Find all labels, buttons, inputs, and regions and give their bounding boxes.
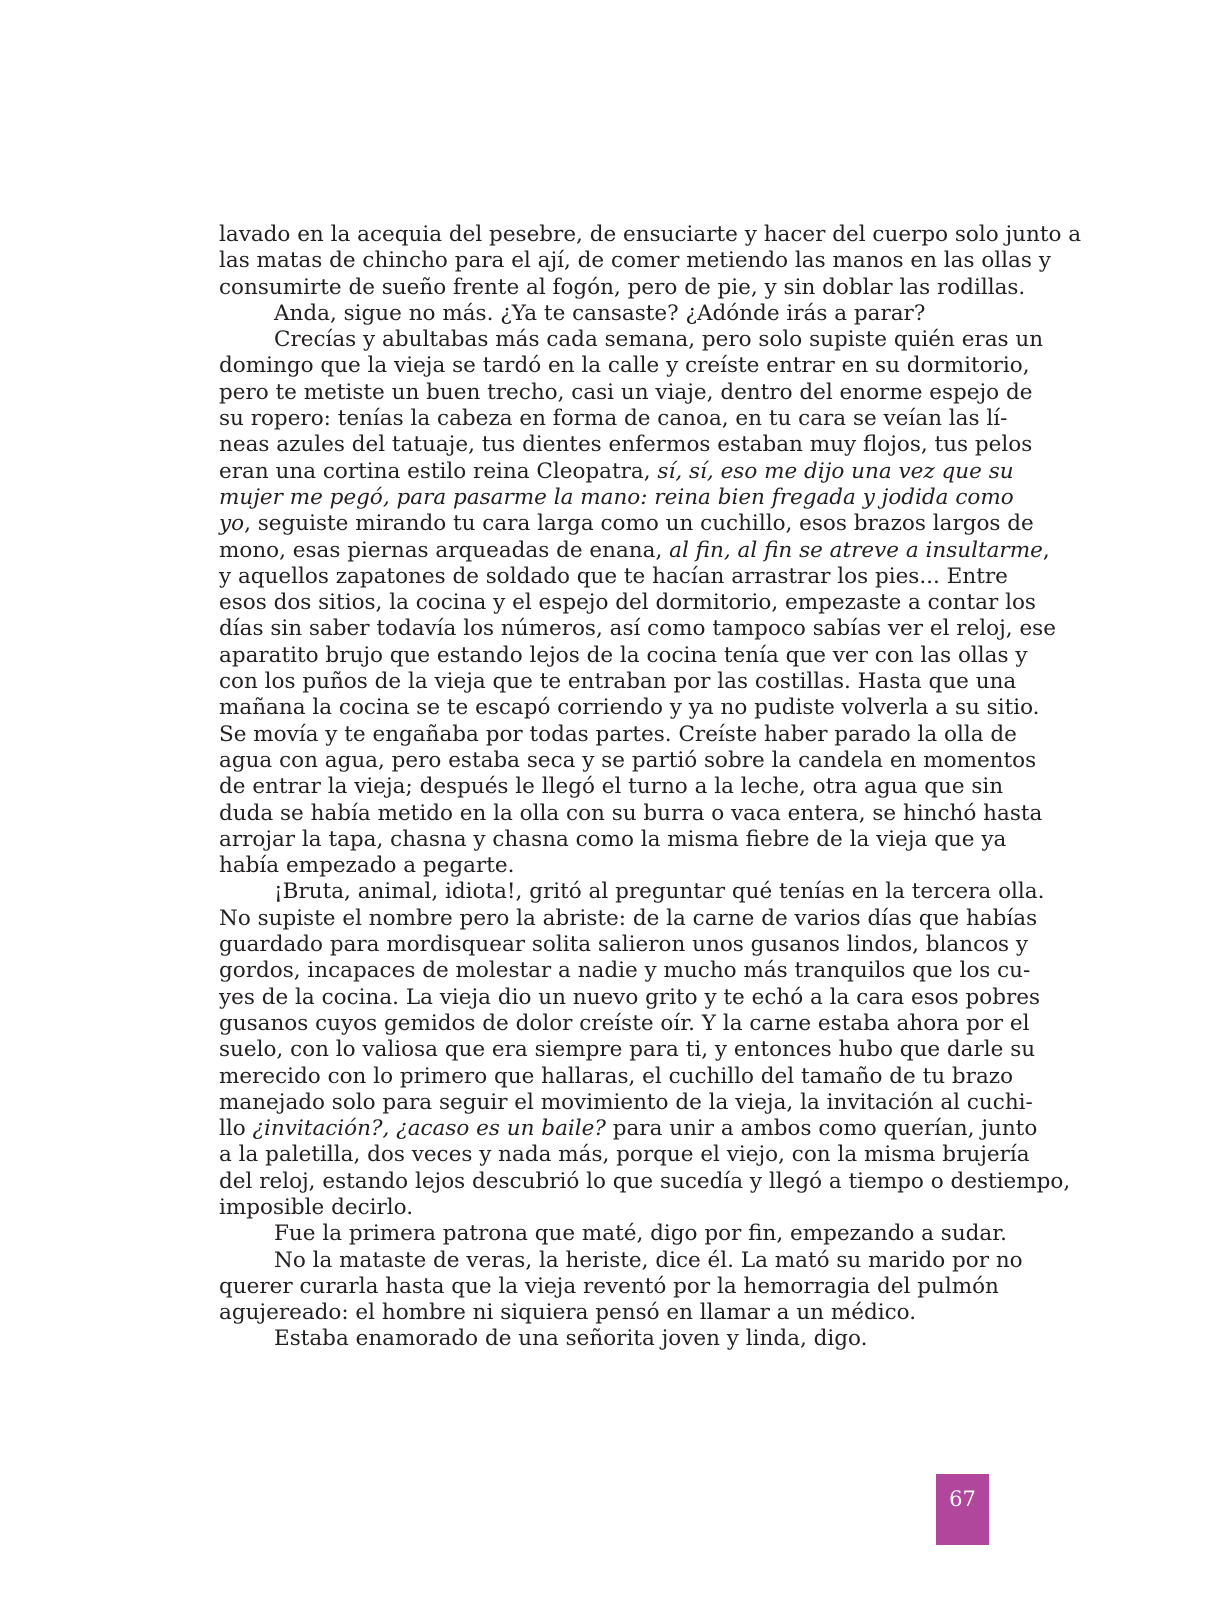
italic-text: al fin, al fin se atreve a insultarme bbox=[669, 537, 1043, 563]
text-line: a la paletilla, dos veces y nada más, porque el viejo, con la misma brujería bbox=[219, 1142, 1030, 1168]
text-line: Crecías y abultabas más cada semana, pero solo supiste quién eras un bbox=[274, 327, 1044, 353]
italic-text: ¿invitación?, ¿acaso es un baile? bbox=[252, 1116, 606, 1142]
text-line: las matas de chincho para el ají, de comer metiendo las manos en las ollas y bbox=[219, 248, 1051, 274]
text-line: aparatito brujo que estando lejos de la cocina tenía que ver con las ollas y bbox=[219, 642, 1028, 668]
text-line: querer curarla hasta que la vieja reventó por la hemorragia del pulmón bbox=[219, 1273, 999, 1299]
italic-text: yo bbox=[219, 511, 245, 537]
text-line: consumirte de sueño frente al fogón, pero de pie, y sin doblar las rodillas. bbox=[219, 274, 1026, 300]
text-line: días sin saber todavía los números, así como tampoco sabías ver el reloj, ese bbox=[219, 616, 1056, 642]
text-line: Estaba enamorado de una señorita joven y linda, digo. bbox=[274, 1326, 868, 1352]
text-segment: eran una cortina estilo reina Cleopatra, bbox=[219, 458, 658, 484]
text-line: duda se había metido en la olla con su burra o vaca entera, se hinchó hasta bbox=[219, 800, 1043, 826]
text-line: No supiste el nombre pero la abriste: de la carne de varios días que habías bbox=[219, 905, 1038, 931]
text-line: imposible decirlo. bbox=[219, 1194, 414, 1220]
text-segment: , bbox=[1042, 537, 1050, 563]
page-number-badge bbox=[936, 1474, 989, 1545]
text-line: pero te metiste un buen trecho, casi un viaje, dentro del enorme espejo de bbox=[219, 379, 1033, 405]
text-line: yes de la cocina. La vieja dio un nuevo grito y te echó a la cara esos pobres bbox=[219, 984, 1041, 1010]
text-line: domingo que la vieja se tardó en la calle y creíste entrar en su dormitorio, bbox=[219, 353, 1030, 379]
text-line bbox=[219, 511, 1034, 537]
text-line: neas azules del tatuaje, tus dientes enfermos estaban muy flojos, tus pelos bbox=[219, 432, 1033, 458]
text-line: gusanos cuyos gemidos de dolor creíste oír. Y la carne estaba ahora por el bbox=[219, 1010, 1030, 1036]
text-line: agujereado: el hombre ni siquiera pensó en llamar a un médico. bbox=[219, 1300, 917, 1326]
text-line: mañana la cocina se te escapó corriendo y ya no pudiste volverla a su sitio. bbox=[219, 695, 1040, 721]
text-line bbox=[219, 458, 1014, 485]
body-text bbox=[219, 222, 1082, 1353]
text-line: Fue la primera patrona que maté, digo por fin, empezando a sudar. bbox=[274, 1221, 1008, 1247]
text-line: y aquellos zapatones de soldado que te hacían arrastrar los pies... Entre bbox=[219, 563, 1008, 589]
text-line: había empezado a pegarte. bbox=[219, 853, 515, 879]
text-line: esos dos sitios, la cocina y el espejo del dormitorio, empezaste a contar los bbox=[219, 590, 1036, 616]
text-line: guardado para mordisquear solita salieron unos gusanos lindos, blancos y bbox=[219, 932, 1029, 958]
text-line: lavado en la acequia del pesebre, de ensuciarte y hacer del cuerpo solo junto a bbox=[219, 222, 1082, 247]
text-line: con los puños de la vieja que te entraban por las costillas. Hasta que una bbox=[219, 669, 1017, 695]
italic-text: mujer me pegó, para pasarme la mano: reina bien fregada y jodida como bbox=[219, 484, 1014, 510]
text-line: de entrar la vieja; después le llegó el turno a la leche, otra agua que sin bbox=[219, 774, 1004, 800]
text-line bbox=[219, 1116, 1038, 1142]
text-line: Anda, sigue no más. ¿Ya te cansaste? ¿Adónde irás a parar? bbox=[274, 300, 926, 326]
text-line: suelo, con lo valiosa que era siempre para ti, y entonces hubo que darle su bbox=[219, 1037, 1036, 1063]
text-line: gordos, incapaces de molestar a nadie y mucho más tranquilos que los cu- bbox=[219, 958, 1031, 984]
text-segment: , seguiste mirando tu cara larga como un cuchillo, esos brazos largos de bbox=[244, 511, 1034, 537]
text-line: Se movía y te engañaba por todas partes. Creíste haber parado la olla de bbox=[219, 721, 1017, 747]
text-line: agua con agua, pero estaba seca y se partió sobre la candela en momentos bbox=[219, 747, 1037, 773]
text-line: arrojar la tapa, chasna y chasna como la misma fiebre de la vieja que ya bbox=[219, 826, 1007, 852]
text-line: manejado solo para seguir el movimiento de la vieja, la invitación al cuchi- bbox=[219, 1089, 1033, 1115]
text-line: del reloj, estando lejos descubrió lo que sucedía y llegó a tiempo o destiempo, bbox=[219, 1168, 1071, 1194]
text-line: No la mataste de veras, la heriste, dice él. La mató su marido por no bbox=[274, 1247, 1023, 1273]
text-segment: para unir a ambos como querían, junto bbox=[605, 1116, 1038, 1142]
page-number: 67 bbox=[949, 1487, 976, 1511]
text-line bbox=[219, 484, 1014, 511]
italic-text: sí, sí, eso me dijo una vez que su bbox=[657, 458, 1014, 484]
text-line: ¡Bruta, animal, idiota!, gritó al preguntar qué tenías en la tercera olla. bbox=[274, 879, 1045, 905]
text-line: su ropero: tenías la cabeza en forma de canoa, en tu cara se veían las lí- bbox=[219, 406, 1008, 432]
text-segment: mono, esas piernas arqueadas de enana, bbox=[219, 537, 670, 563]
text-segment: llo bbox=[219, 1116, 253, 1142]
text-line: merecido con lo primero que hallaras, el cuchillo del tamaño de tu brazo bbox=[219, 1063, 1014, 1089]
text-line bbox=[219, 537, 1050, 564]
